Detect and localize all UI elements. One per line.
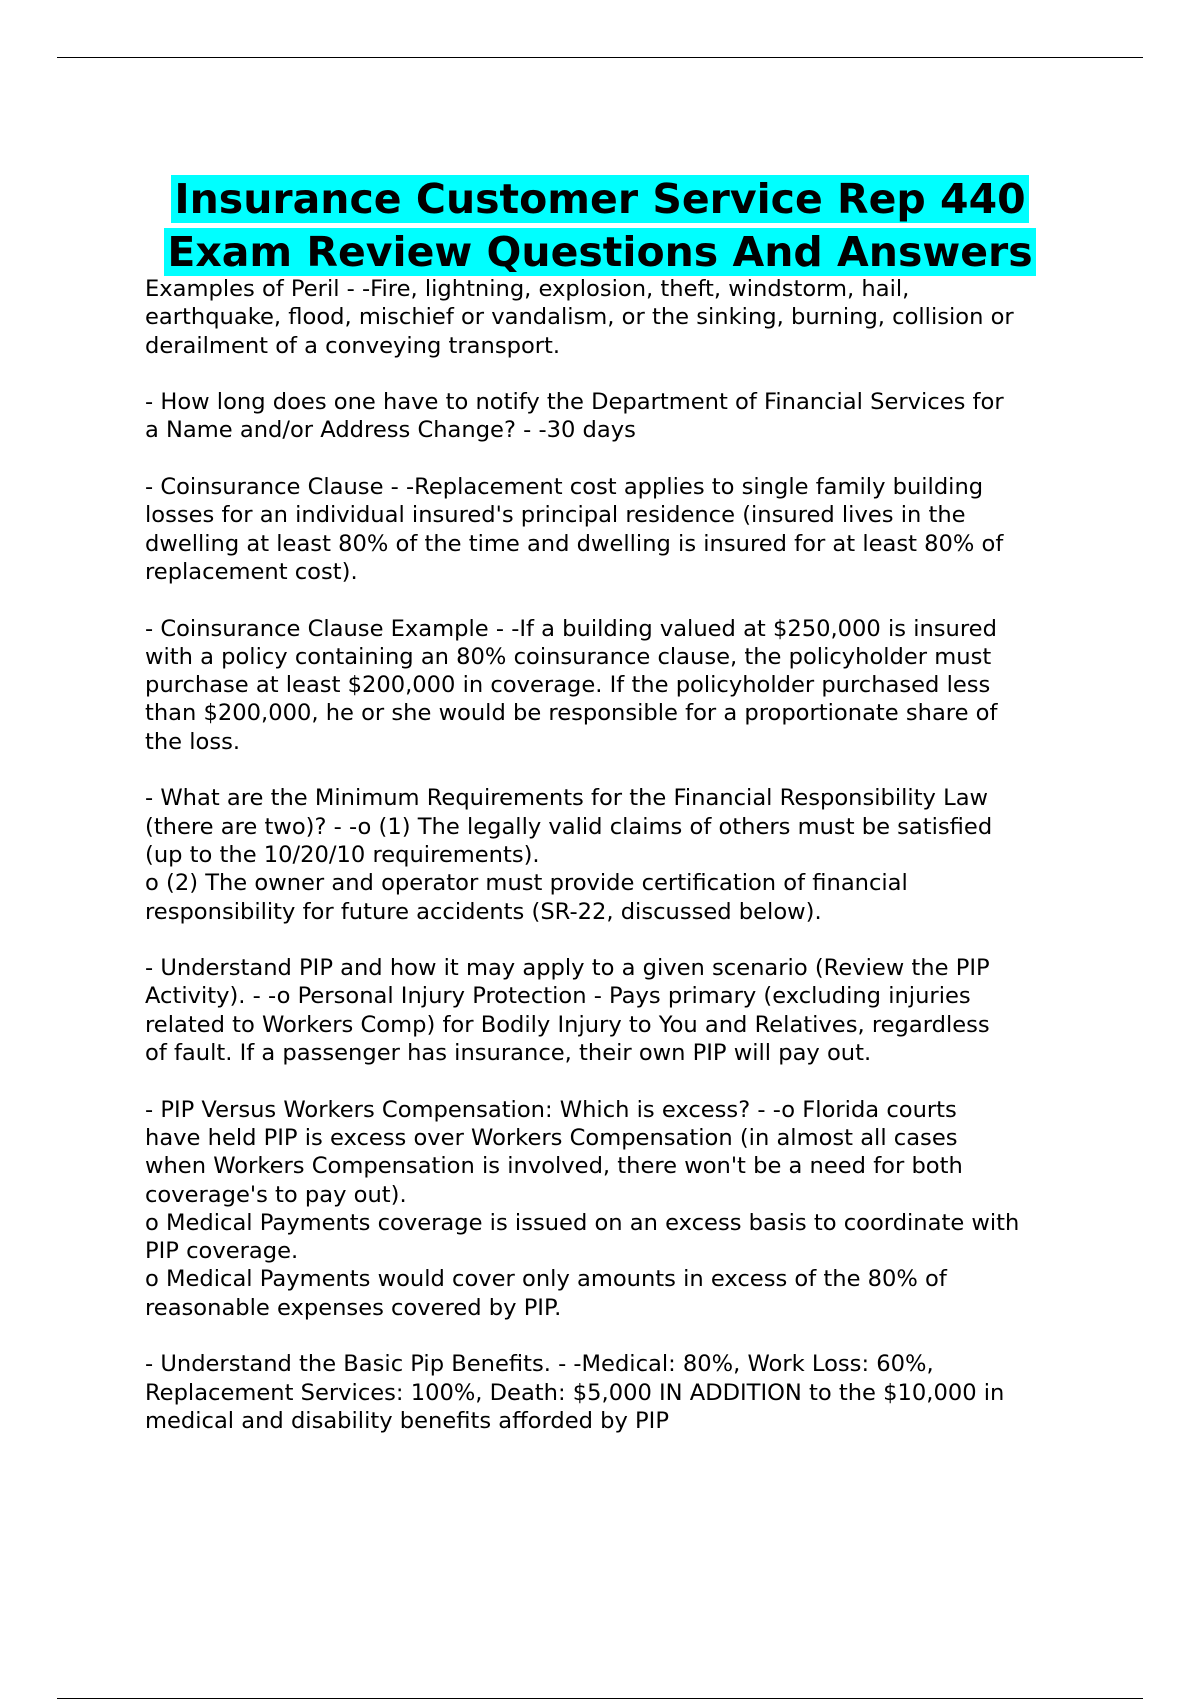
qa-paragraph: [145, 954, 1085, 1067]
paragraph-line: have held PIP is excess over Workers Compensation (in almost all cases: [145, 1124, 958, 1151]
paragraph-line: medical and disability benefits afforded by PIP: [145, 1407, 669, 1434]
paragraph-line: coverage's to pay out).: [145, 1181, 407, 1208]
qa-paragraph: [145, 1096, 1085, 1322]
paragraph-line: purchase at least $200,000 in coverage. If the policyholder purchased less: [145, 672, 991, 699]
paragraph-line: (up to the 10/20/10 requirements).: [145, 841, 540, 868]
paragraph-line: Activity). - -o Personal Injury Protection - Pays primary (excluding injuries: [145, 983, 971, 1010]
paragraph-line: related to Workers Comp) for Bodily Injury to You and Relatives, regardless: [145, 1011, 990, 1038]
paragraph-line: - Understand the Basic Pip Benefits. - -Medical: 80%, Work Loss: 60%,: [145, 1351, 934, 1378]
paragraph-line: of fault. If a passenger has insurance, their own PIP will pay out.: [145, 1040, 872, 1067]
paragraph-line: Examples of Peril - -Fire, lightning, explosion, theft, windstorm, hail,: [145, 276, 910, 302]
qa-paragraph: [145, 784, 1085, 925]
document-title: [0, 173, 1200, 279]
paragraph-line: than $200,000, he or she would be responsible for a proportionate share of: [145, 700, 998, 727]
paragraph-line: the loss.: [145, 728, 241, 755]
paragraph-line: - Understand PIP and how it may apply to a given scenario (Review the PIP: [145, 955, 990, 982]
qa-paragraph: [145, 275, 1085, 360]
paragraph-line: Replacement Services: 100%, Death: $5,000 IN ADDITION to the $10,000 in: [145, 1379, 1005, 1406]
qa-paragraph: [145, 615, 1085, 756]
title-line-1: Insurance Customer Service Rep 440: [171, 175, 1028, 223]
qa-paragraph: [145, 388, 1085, 445]
paragraph-line: - Coinsurance Clause Example - -If a building valued at $250,000 is insured: [145, 615, 997, 642]
paragraph-line: a Name and/or Address Change? - -30 days: [145, 417, 636, 444]
paragraph-line: PIP coverage.: [145, 1238, 299, 1265]
paragraph-line: with a policy containing an 80% coinsurance clause, the policyholder must: [145, 643, 992, 670]
paragraph-line: reasonable expenses covered by PIP.: [145, 1294, 562, 1321]
paragraph-line: (there are two)? - -o (1) The legally valid claims of others must be satisfied: [145, 813, 993, 840]
paragraph-line: when Workers Compensation is involved, there won't be a need for both: [145, 1153, 963, 1180]
footer-rule: [57, 1698, 1143, 1699]
paragraph-line: responsibility for future accidents (SR-22, discussed below).: [145, 898, 822, 925]
header-rule: [57, 57, 1143, 58]
paragraph-line: - How long does one have to notify the Department of Financial Services for: [145, 389, 1004, 416]
paragraph-line: - Coinsurance Clause - -Replacement cost applies to single family building: [145, 474, 984, 501]
paragraph-line: dwelling at least 80% of the time and dwelling is insured for at least 80% of: [145, 530, 1004, 557]
paragraph-line: derailment of a conveying transport.: [145, 332, 561, 359]
paragraph-line: - PIP Versus Workers Compensation: Which is excess? - -o Florida courts: [145, 1096, 957, 1123]
document-body: [145, 275, 1085, 1463]
paragraph-line: o Medical Payments coverage is issued on an excess basis to coordinate with: [145, 1209, 1020, 1236]
paragraph-line: o (2) The owner and operator must provide certification of financial: [145, 870, 908, 897]
title-line-2: Exam Review Questions And Answers: [164, 228, 1035, 276]
paragraph-line: earthquake, flood, mischief or vandalism, or the sinking, burning, collision or: [145, 304, 1014, 331]
qa-paragraph: [145, 1350, 1085, 1435]
paragraph-line: replacement cost).: [145, 558, 358, 585]
paragraph-line: o Medical Payments would cover only amounts in excess of the 80% of: [145, 1266, 947, 1293]
paragraph-line: - What are the Minimum Requirements for the Financial Responsibility Law: [145, 785, 989, 812]
qa-paragraph: [145, 473, 1085, 586]
paragraph-line: losses for an individual insured's principal residence (insured lives in the: [145, 502, 966, 529]
